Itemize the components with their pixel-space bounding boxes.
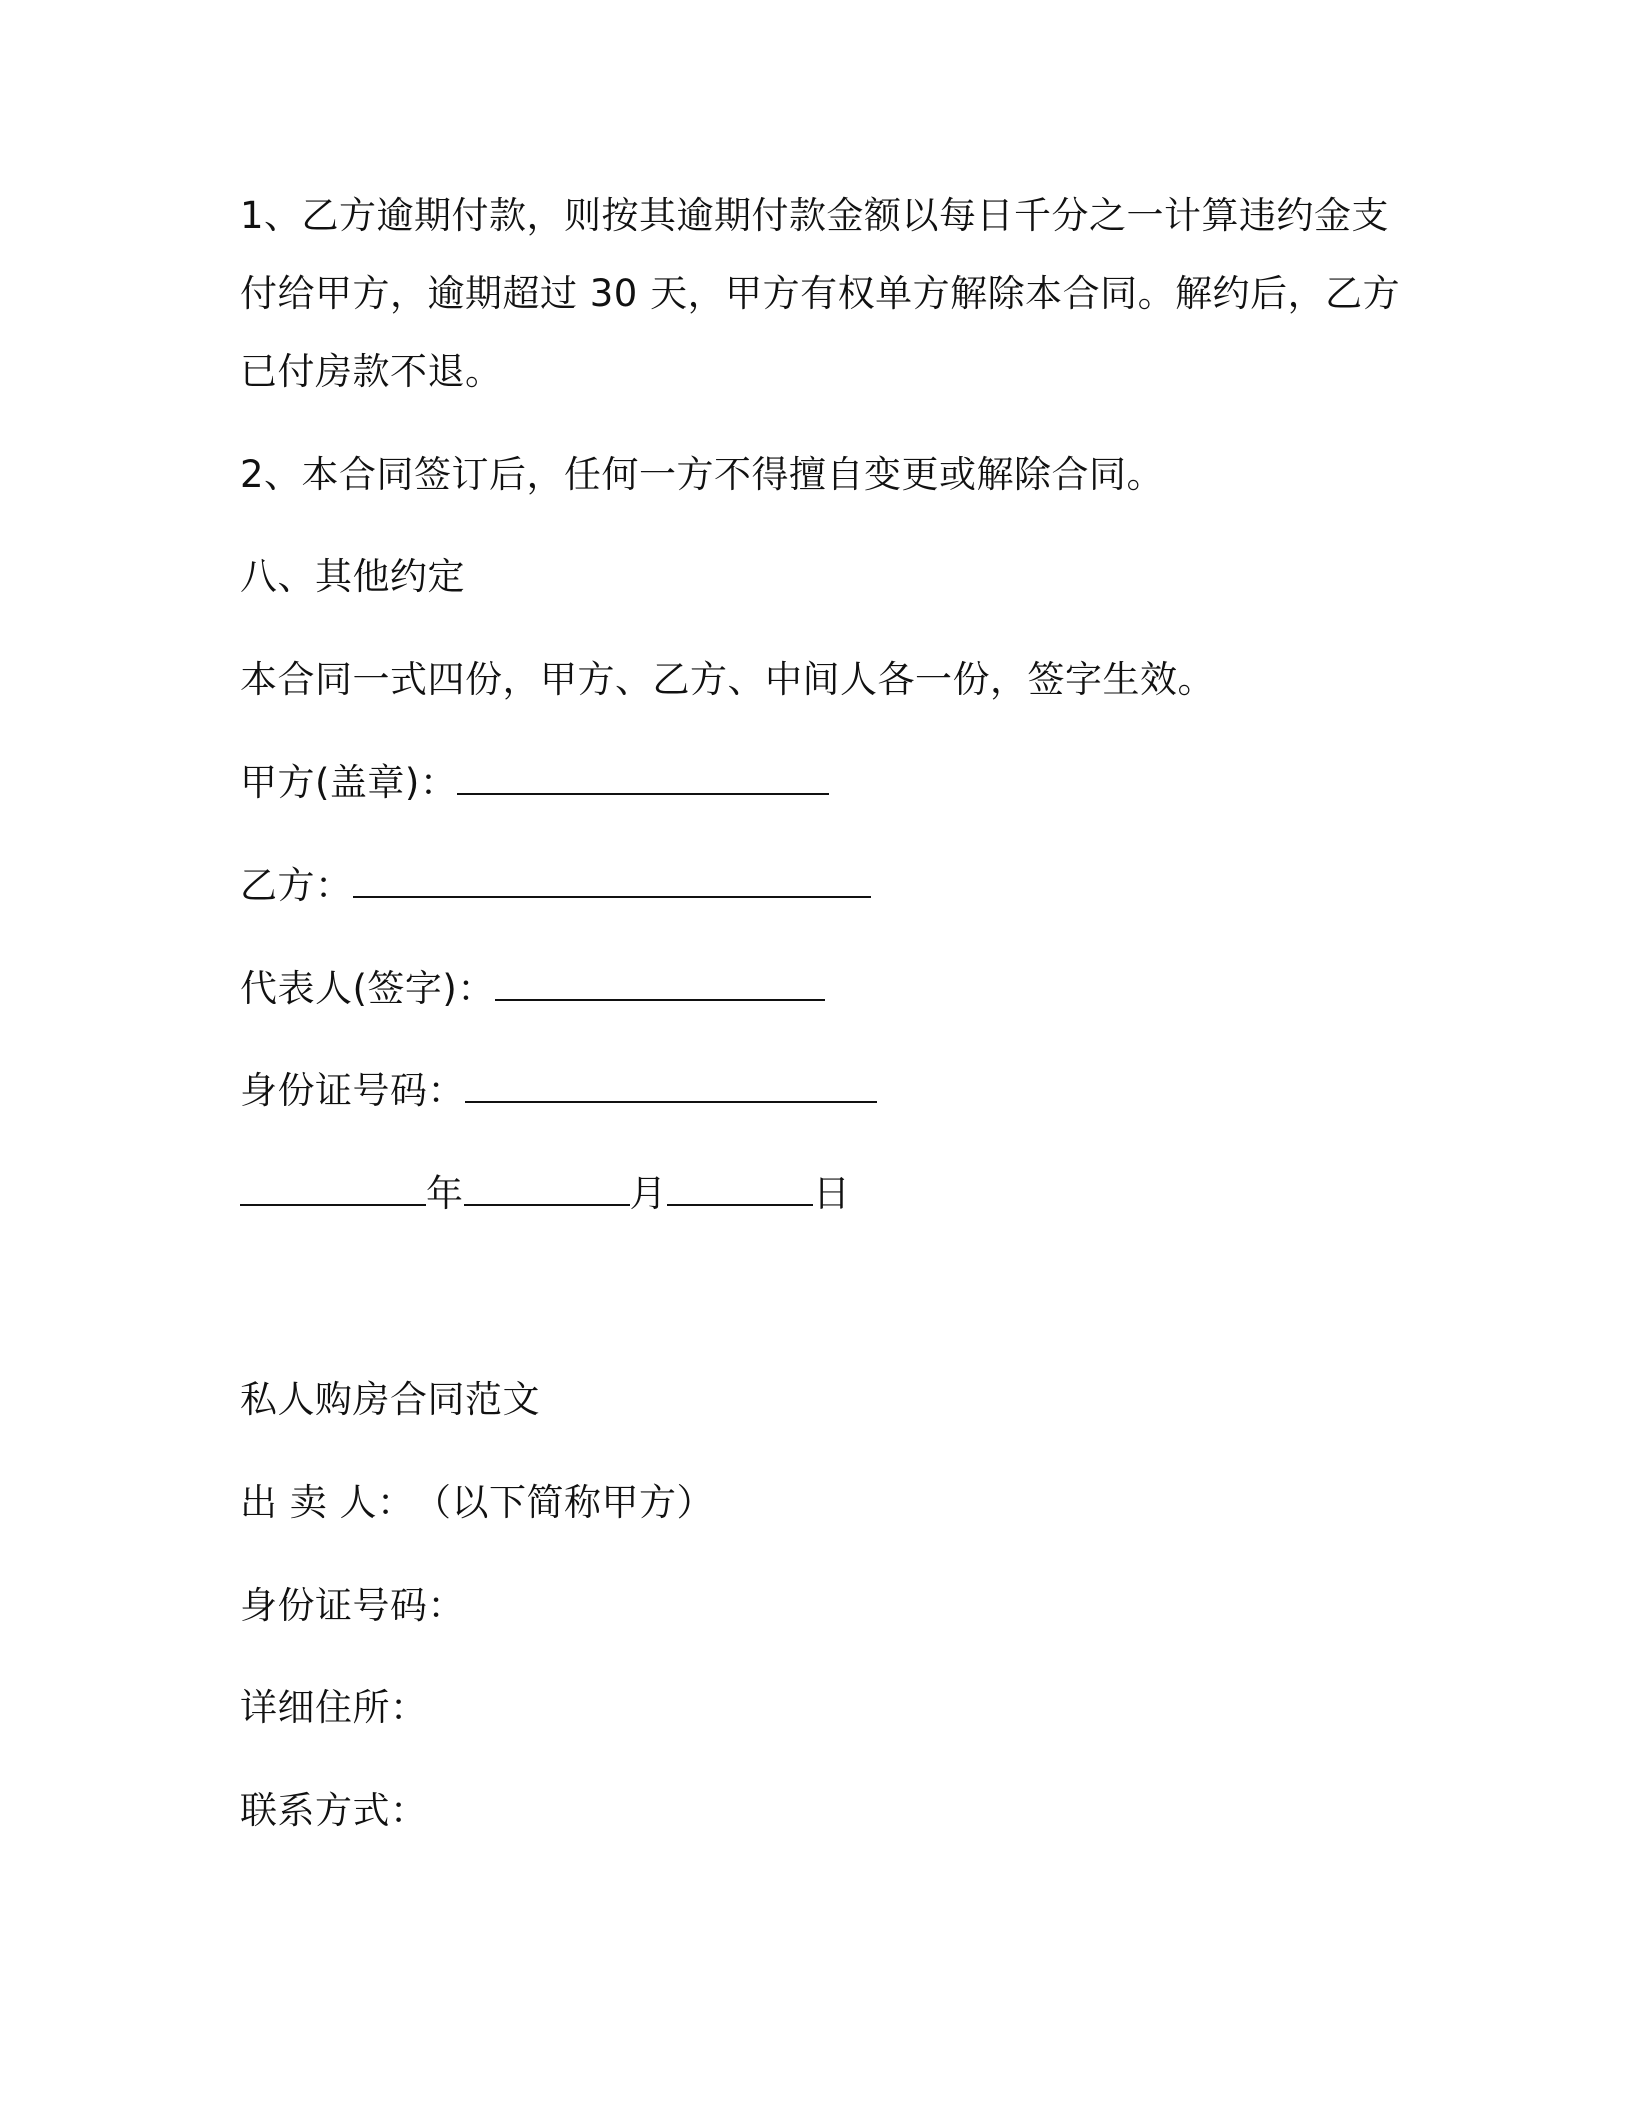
party-a-signature-row — [240, 763, 829, 803]
party-b-label: 乙方： — [240, 864, 353, 907]
clause-1-line-1: 1、乙方逾期付款，则按其逾期付款金额以每日千分之一计算违约金支 — [240, 194, 1390, 237]
party-b-signature-row — [240, 866, 871, 906]
clause-2: 2、本合同签订后，任何一方不得擅自变更或解除合同。 — [240, 453, 1165, 496]
party-a-label: 甲方(盖章)： — [240, 761, 458, 804]
seller-label: 出 卖 人： — [240, 1481, 415, 1524]
date-row — [240, 1174, 851, 1214]
seller-address-label: 详细住所： — [240, 1686, 428, 1729]
day-blank[interactable] — [667, 1174, 813, 1206]
month-blank[interactable] — [464, 1174, 630, 1206]
month-label: 月 — [629, 1172, 667, 1215]
clause-1-line-2: 付给甲方，逾期超过 30 天，甲方有权单方解除本合同。解约后，乙方 — [240, 272, 1401, 315]
id-number-signature-row — [240, 1071, 877, 1111]
day-label: 日 — [813, 1172, 851, 1215]
representative-blank[interactable] — [495, 969, 825, 1001]
second-contract-title: 私人购房合同范文 — [240, 1378, 540, 1421]
clause-1-line-3: 已付房款不退。 — [240, 350, 503, 393]
seller-id-number-label: 身份证号码： — [240, 1584, 465, 1627]
id-number-label: 身份证号码： — [240, 1069, 465, 1112]
representative-signature-row — [240, 969, 825, 1009]
year-blank[interactable] — [240, 1174, 426, 1206]
party-b-blank[interactable] — [353, 866, 871, 898]
seller-note: （以下简称甲方） — [432, 1481, 715, 1524]
seller-contact-label: 联系方式： — [240, 1789, 428, 1832]
seller-row — [240, 1483, 714, 1523]
copies-note: 本合同一式四份，甲方、乙方、中间人各一份，签字生效。 — [240, 658, 1215, 701]
year-label: 年 — [426, 1172, 464, 1215]
id-number-blank[interactable] — [465, 1071, 877, 1103]
representative-label: 代表人(签字)： — [240, 967, 495, 1010]
section-8-heading: 八、其他约定 — [240, 555, 465, 598]
party-a-blank[interactable] — [457, 763, 829, 795]
